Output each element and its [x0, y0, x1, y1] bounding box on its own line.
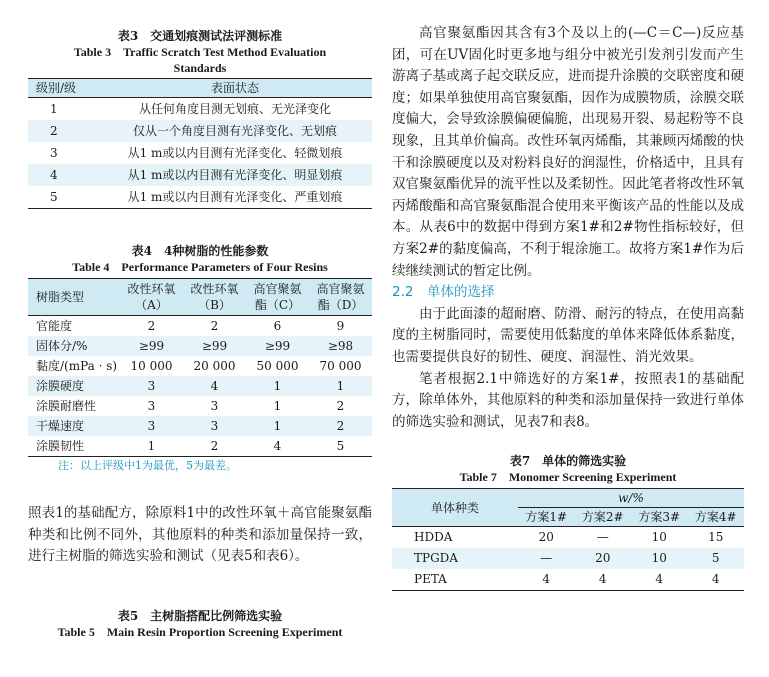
table4-cell: ≥99 — [138, 339, 165, 353]
table4-cell: 1 — [147, 439, 156, 453]
table7-cell: PETA — [414, 572, 447, 587]
table4-cell: 3 — [210, 419, 219, 433]
right-paragraph-3: 笔者根据2.1中筛选好的方案1#，按照表1的基础配方，除单体外，其他原料的种类和添加量保持一致进行单体的筛选实验和测试，见表7和表8。 — [392, 370, 744, 430]
table4-cell: 6 — [273, 319, 282, 333]
table3-caption-cn: 表3 交通划痕测试法评测标准 — [117, 29, 283, 43]
table3-cell: 从任何角度目测无划痕、无光泽变化 — [138, 102, 331, 116]
table4-cell: 3 — [210, 399, 219, 413]
right-column — [392, 0, 744, 591]
table4-cell: ≥99 — [201, 339, 228, 353]
table4-header-b: 改性环氧（B） — [190, 282, 239, 312]
table7-body — [392, 527, 744, 591]
table4-header-c: 高官聚氨酯（C） — [253, 282, 302, 312]
table4-cell: 2 — [336, 399, 345, 413]
table4-cell: 3 — [147, 379, 156, 393]
table-row — [28, 164, 372, 186]
table-row — [28, 396, 372, 416]
table4-caption-cn: 表4 4种树脂的性能参数 — [131, 244, 269, 258]
table4-cell: 固体分/% — [36, 339, 88, 353]
table7-cell: 4 — [655, 572, 664, 587]
table4-cell: 1 — [273, 399, 282, 413]
table4-cell: 2 — [147, 319, 156, 333]
table7-cell: 4 — [711, 572, 720, 587]
table4-cell: 2 — [210, 319, 219, 333]
table3-cell: 2 — [50, 124, 58, 138]
table3-caption-en: Table 3 Traffic Scratch Test Method Evaluation Standards — [73, 45, 327, 75]
table4-cell: 9 — [336, 319, 345, 333]
table-row — [28, 356, 372, 376]
table7-caption-cn: 表7 单体的筛选实验 — [509, 454, 627, 469]
table5-caption-cn: 表5 主树脂搭配比例筛选实验 — [117, 608, 283, 623]
right-paragraph-2: 由于此面漆的超耐磨、防滑、耐污的特点，在使用高黏度的主树脂同时，需要使用低黏度的单体来降低体系黏度，也需要提供良好的韧性、硬度、润湿性、消光效果。 — [392, 305, 744, 365]
table4-cell: 涂膜韧性 — [36, 439, 85, 453]
table-row — [392, 527, 744, 549]
table4-note: 注：以上评级中1为最优，5为最差。 — [58, 459, 237, 472]
table-row — [28, 376, 372, 396]
left-column — [28, 0, 372, 640]
table7-cell: 5 — [711, 551, 720, 566]
table7-cell: 20 — [595, 551, 611, 566]
table7-cell: — — [540, 551, 553, 566]
table4-cell: 1 — [336, 379, 345, 393]
table4-cell: 干燥速度 — [36, 419, 85, 433]
table4-cell: 官能度 — [36, 319, 73, 333]
table-row — [28, 436, 372, 457]
table7-header-monomer: 单体种类 — [430, 500, 479, 515]
table4-cell: ≥98 — [327, 339, 354, 353]
table4-cell: 4 — [273, 439, 282, 453]
table4-body — [28, 316, 372, 457]
table3 — [28, 78, 372, 209]
table7-header-group: w/% — [518, 489, 744, 508]
table7-header-s4: 方案4# — [694, 510, 737, 525]
table3-cell: 仅从一个角度目测有光泽变化、无划痕 — [132, 124, 337, 138]
table4-cell: 5 — [336, 439, 345, 453]
table4-cell: 3 — [147, 399, 156, 413]
table7-cell: HDDA — [414, 530, 453, 545]
table3-header-level: 级别/级 — [36, 81, 77, 95]
table-row — [392, 569, 744, 591]
table-row — [28, 98, 372, 121]
table7-cell: 20 — [538, 530, 554, 545]
table7 — [392, 488, 744, 591]
table-row — [28, 186, 372, 209]
table7-cell: — — [596, 530, 609, 545]
table-row — [28, 336, 372, 356]
table3-cell: 从1 m或以内目测有光泽变化、明显划痕 — [127, 168, 343, 182]
left-paragraph: 照表1的基础配方，除原料1中的改性环氧＋高官能聚氨酯种类和比例不同外，其他原料的种类和添加量保持一致，进行主树脂的筛选实验和测试（见表5和表6）。 — [28, 505, 372, 565]
table4-header-d: 高官聚氨酯（D） — [316, 282, 365, 312]
table4-cell: 3 — [147, 419, 156, 433]
table7-cell: TPGDA — [414, 551, 458, 566]
table-row — [28, 316, 372, 337]
table3-header-row — [28, 79, 372, 98]
table5-caption-en: Table 5 Main Resin Proportion Screening Experiment — [57, 624, 343, 639]
table4-cell: 2 — [210, 439, 219, 453]
table4-cell: 涂膜耐磨性 — [36, 399, 97, 413]
table7-cell: 10 — [651, 551, 667, 566]
table4-cell: ≥99 — [264, 339, 291, 353]
table4-cell: 10 000 — [130, 359, 173, 373]
table4-header-a: 改性环氧（A） — [127, 282, 176, 312]
section-title: 2.2 单体的选择 — [392, 284, 495, 301]
table4-cell: 黏度/(mPa · s) — [36, 359, 118, 373]
table-row — [392, 548, 744, 569]
table4-header-row — [28, 279, 372, 316]
table4-cell: 70 000 — [319, 359, 362, 373]
table7-cell: 15 — [708, 530, 724, 545]
table3-cell: 1 — [50, 102, 58, 116]
table-row — [28, 120, 372, 142]
table-row — [28, 416, 372, 436]
table4-cell: 4 — [210, 379, 219, 393]
table7-cell: 4 — [542, 572, 551, 587]
table7-caption-en: Table 7 Monomer Screening Experiment — [459, 470, 677, 485]
table4-cell: 涂膜硬度 — [36, 379, 85, 393]
table3-cell: 3 — [50, 146, 58, 160]
table3-cell: 5 — [50, 190, 58, 204]
table3-cell: 从1 m或以内目测有光泽变化、轻微划痕 — [127, 146, 343, 160]
table4-cell: 2 — [336, 419, 345, 433]
table4-caption-en: Table 4 Performance Parameters of Four Resins — [72, 260, 328, 274]
table7-header-row-1 — [392, 489, 744, 508]
table7-header-s2: 方案2# — [581, 510, 624, 525]
table4-cell: 50 000 — [256, 359, 299, 373]
table7-header-s1: 方案1# — [525, 510, 568, 525]
table3-cell: 从1 m或以内目测有光泽变化、严重划痕 — [127, 190, 343, 204]
table7-cell: 4 — [598, 572, 607, 587]
table4-header-type: 树脂类型 — [36, 290, 85, 304]
table4-cell: 20 000 — [193, 359, 236, 373]
table3-cell: 4 — [50, 168, 58, 182]
table-row — [28, 142, 372, 164]
table4 — [28, 278, 372, 457]
table7-header-s3: 方案3# — [638, 510, 681, 525]
table4-cell: 1 — [273, 419, 282, 433]
table7-cell: 10 — [651, 530, 667, 545]
table4-cell: 1 — [273, 379, 282, 393]
table3-header-state: 表面状态 — [210, 81, 259, 95]
right-paragraph-1: 高官聚氨酯因其含有3个及以上的(—C＝C—)反应基团，可在UV固化时更多地与组分中被光引发剂引发而产生游离子基或离子起交联反应，进而提升涂膜的交联密度和硬度；如果单独使用高官聚氨酯，因作为成膜物质，涂膜交联度偏大，会导致涂膜偏硬偏脆，出现易开裂、易起粉等不良现象，且其单价偏高。改性环氧丙烯酯，其兼顾丙烯酸的快干和涂膜硬度以及对粉料良好的润湿性，价格适中，且具有双官聚氨酯优异的流平性以及柔韧性。因此笔者将改性环氧丙烯酸酯和高官聚氨酯混合使用来平衡该产品的性能以及成本。从表6中的数据中得到方案1#和2#物性指标较好，但方案2#的黏度偏高，不利于辊涂施工。故将方案1#作为后续继续测试的暂定比例。 — [392, 25, 744, 279]
